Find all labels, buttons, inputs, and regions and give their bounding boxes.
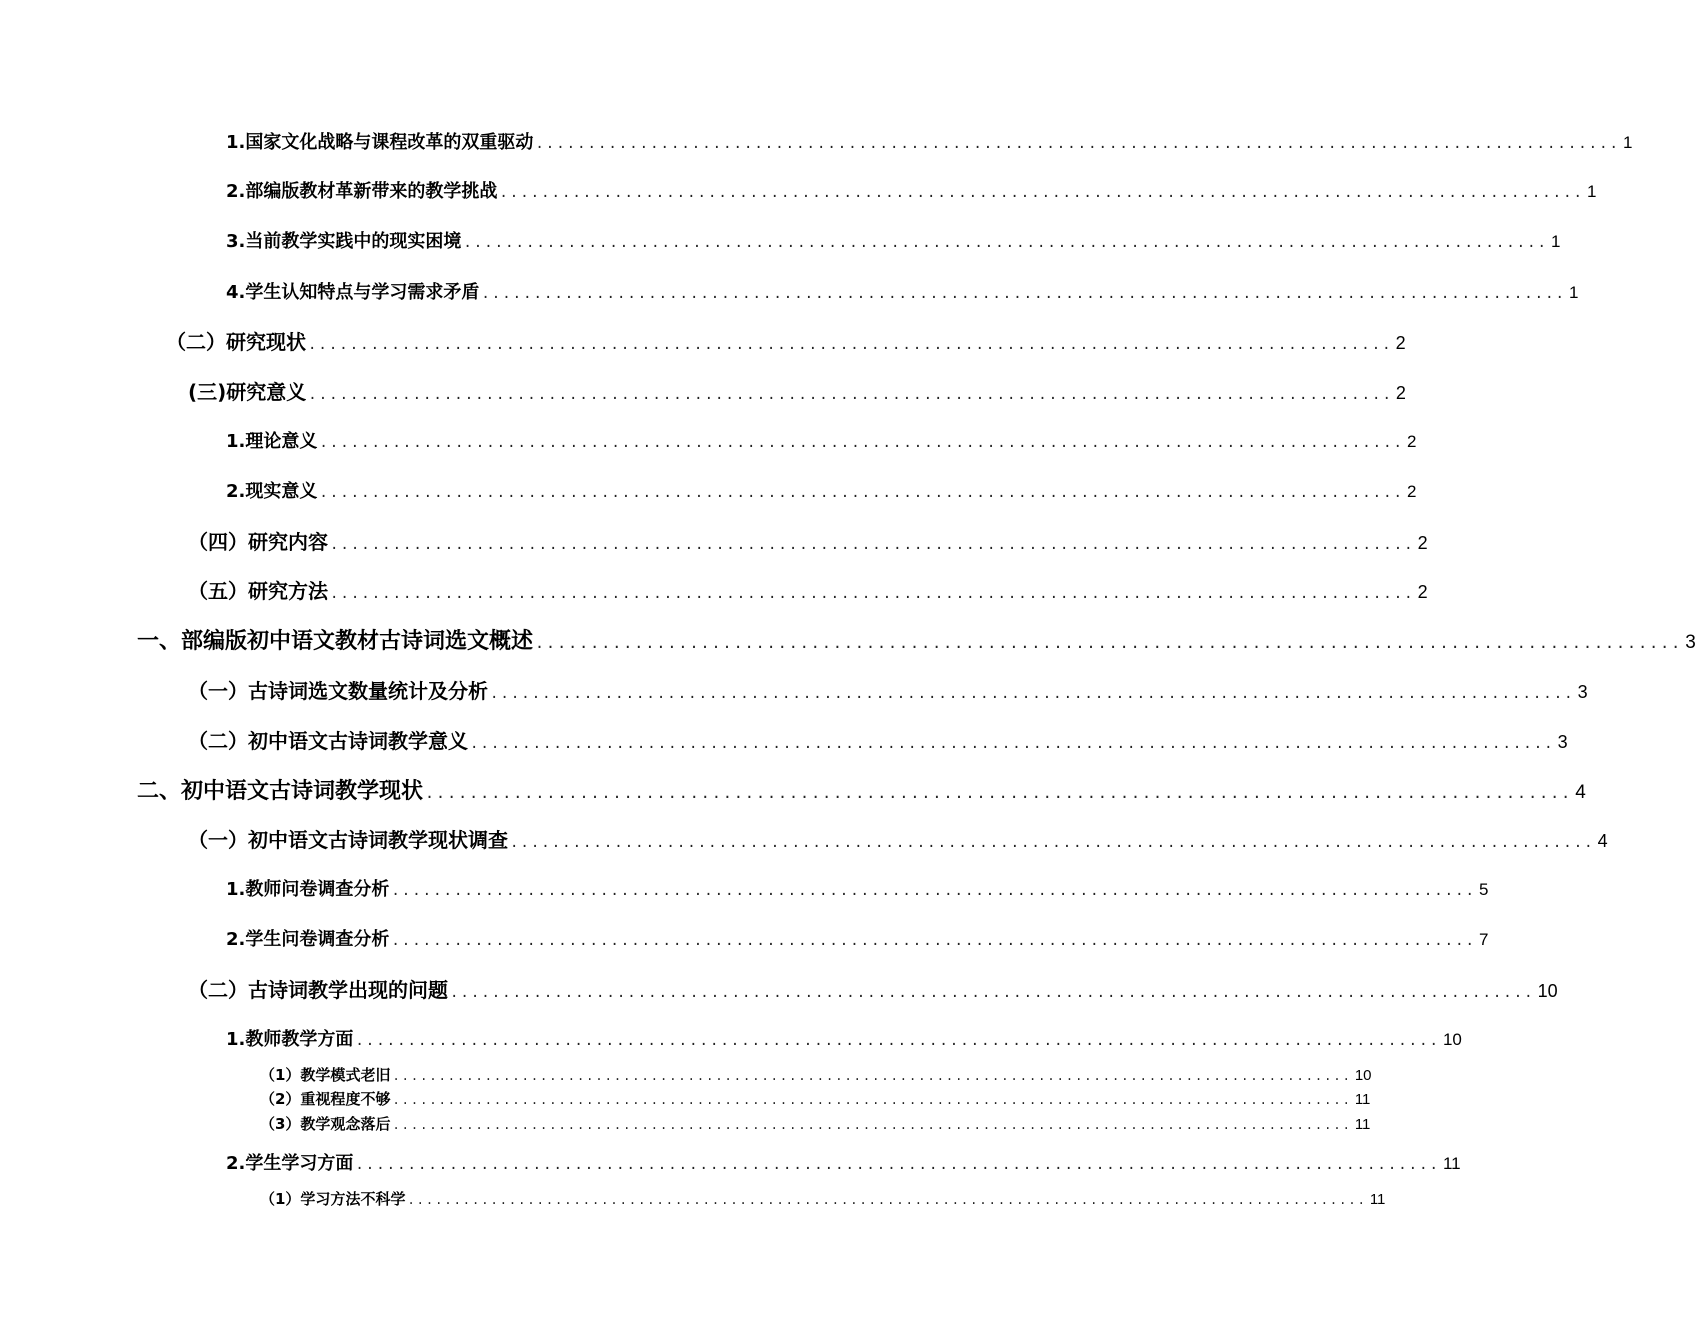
toc-entry-page: 10 xyxy=(1537,981,1558,1001)
toc-leader-dots: ........................................................................................................ xyxy=(392,1093,1352,1107)
toc-leader-dots: ........................................................................................................ xyxy=(319,485,1404,501)
toc-leader-dots: ........................................................................................................ xyxy=(391,933,1476,949)
toc-entry-page: 1 xyxy=(1622,133,1633,152)
toc-leader-dots: ........................................................................................................ xyxy=(535,634,1683,652)
toc-entry[interactable] xyxy=(137,624,1696,655)
toc-entry-page: 5 xyxy=(1478,880,1489,899)
toc-entry[interactable] xyxy=(260,1188,1386,1209)
toc-leader-dots: ........................................................................................................ xyxy=(535,136,1620,152)
toc-leader-dots: ........................................................................................................ xyxy=(392,1069,1352,1083)
toc-entry-title: 2.学生学习方面 xyxy=(226,1153,354,1174)
toc-leader-dots: ........................................................................................................ xyxy=(391,883,1476,899)
toc-leader-dots: ........................................................................................................ xyxy=(308,387,1393,403)
toc-entry-page: 4 xyxy=(1575,782,1586,803)
toc-entry-page: 4 xyxy=(1597,831,1608,851)
toc-entry[interactable] xyxy=(226,128,1633,154)
toc-entry-title: 2.学生问卷调查分析 xyxy=(226,929,390,950)
toc-entry[interactable] xyxy=(226,1025,1462,1051)
toc-entry-title: （2）重视程度不够 xyxy=(260,1090,391,1108)
toc-entry-page: 2 xyxy=(1395,383,1406,403)
toc-entry[interactable] xyxy=(188,675,1588,704)
toc-entry-title: （一）初中语文古诗词教学现状调查 xyxy=(188,828,508,852)
toc-leader-dots: ........................................................................................................ xyxy=(407,1193,1367,1207)
toc-entry[interactable] xyxy=(188,974,1558,1003)
toc-leader-dots: ........................................................................................................ xyxy=(355,1033,1440,1049)
toc-leader-dots: ........................................................................................................ xyxy=(481,286,1566,302)
toc-entry-title: 4.学生认知特点与学习需求矛盾 xyxy=(226,282,480,303)
toc-entry-page: 1 xyxy=(1586,182,1597,201)
toc-entry[interactable] xyxy=(260,1088,1371,1109)
toc-entry-page: 1 xyxy=(1568,283,1579,302)
toc-entry-page: 11 xyxy=(1369,1191,1386,1208)
toc-entry-title: 二、初中语文古诗词教学现状 xyxy=(137,779,424,804)
toc-leader-dots: ........................................................................................................ xyxy=(425,784,1573,802)
toc-entry[interactable] xyxy=(188,526,1428,555)
toc-leader-dots: ........................................................................................................ xyxy=(450,985,1535,1001)
toc-entry-page: 1 xyxy=(1550,232,1561,251)
toc-entry-title: 1.教师问卷调查分析 xyxy=(226,879,390,900)
toc-entry-title: （3）教学观念落后 xyxy=(260,1115,391,1133)
toc-entry[interactable] xyxy=(166,326,1406,355)
toc-entry-title: （一）古诗词选文数量统计及分析 xyxy=(188,679,488,703)
toc-entry-title: （1）学习方法不科学 xyxy=(260,1190,406,1208)
toc-entry[interactable] xyxy=(137,774,1586,805)
toc-entry-title: 1.国家文化战略与课程改革的双重驱动 xyxy=(226,132,534,153)
toc-leader-dots: ........................................................................................................ xyxy=(330,586,1415,602)
toc-entry-title: 1.理论意义 xyxy=(226,431,318,452)
toc-entry[interactable] xyxy=(260,1064,1372,1085)
toc-entry-title: （四）研究内容 xyxy=(188,530,328,554)
toc-entry-page: 3 xyxy=(1685,632,1696,653)
toc-leader-dots: ........................................................................................................ xyxy=(463,235,1548,251)
toc-entry-title: （二）古诗词教学出现的问题 xyxy=(188,978,448,1002)
toc-entry-title: （二）研究现状 xyxy=(166,330,306,354)
toc-entry[interactable] xyxy=(226,477,1417,503)
toc-entry-title: （1）教学模式老旧 xyxy=(260,1066,391,1084)
toc-leader-dots: ........................................................................................................ xyxy=(392,1118,1352,1132)
toc-entry[interactable] xyxy=(226,1149,1461,1175)
toc-leader-dots: ........................................................................................................ xyxy=(355,1157,1440,1173)
toc-leader-dots: ........................................................................................................ xyxy=(510,835,1595,851)
toc-entry[interactable] xyxy=(188,725,1568,754)
toc-entry[interactable] xyxy=(188,575,1428,604)
toc-entry-page: 2 xyxy=(1395,333,1406,353)
toc-entry-title: 3.当前教学实践中的现实困境 xyxy=(226,231,462,252)
toc-entry-title: 2.部编版教材革新带来的教学挑战 xyxy=(226,181,498,202)
toc-entry-page: 11 xyxy=(1354,1116,1371,1133)
toc-entry-title: (三)研究意义 xyxy=(188,380,307,404)
toc-entry-title: （五）研究方法 xyxy=(188,579,328,603)
toc-entry-page: 2 xyxy=(1406,482,1417,501)
toc-entry[interactable] xyxy=(226,177,1597,203)
toc-leader-dots: ........................................................................................................ xyxy=(490,686,1575,702)
toc-entry[interactable] xyxy=(226,875,1489,901)
toc-entry[interactable] xyxy=(260,1113,1371,1134)
toc-entry[interactable] xyxy=(226,278,1579,304)
toc-leader-dots: ........................................................................................................ xyxy=(330,537,1415,553)
toc-entry[interactable] xyxy=(226,227,1561,253)
toc-entry[interactable] xyxy=(226,427,1417,453)
toc-entry-page: 2 xyxy=(1417,582,1428,602)
toc-entry-title: 1.教师教学方面 xyxy=(226,1029,354,1050)
toc-entry-page: 11 xyxy=(1442,1154,1461,1173)
toc-leader-dots: ........................................................................................................ xyxy=(470,736,1555,752)
toc-entry-title: （二）初中语文古诗词教学意义 xyxy=(188,729,468,753)
toc-entry[interactable] xyxy=(188,824,1608,853)
toc-leader-dots: ........................................................................................................ xyxy=(499,185,1584,201)
toc-entry-page: 2 xyxy=(1417,533,1428,553)
toc-entry-page: 7 xyxy=(1478,930,1489,949)
toc-entry-page: 11 xyxy=(1354,1091,1371,1108)
toc-entry-page: 10 xyxy=(1442,1030,1462,1049)
toc-entry-title: 一、部编版初中语文教材古诗词选文概述 xyxy=(137,629,534,654)
toc-leader-dots: ........................................................................................................ xyxy=(308,337,1393,353)
toc-leader-dots: ........................................................................................................ xyxy=(319,435,1404,451)
toc-entry[interactable] xyxy=(188,376,1406,405)
toc-entry-page: 2 xyxy=(1406,432,1417,451)
toc-entry[interactable] xyxy=(226,925,1489,951)
toc-entry-page: 3 xyxy=(1577,682,1588,702)
toc-entry-page: 10 xyxy=(1354,1067,1372,1084)
toc-entry-page: 3 xyxy=(1557,732,1568,752)
toc-entry-title: 2.现实意义 xyxy=(226,481,318,502)
